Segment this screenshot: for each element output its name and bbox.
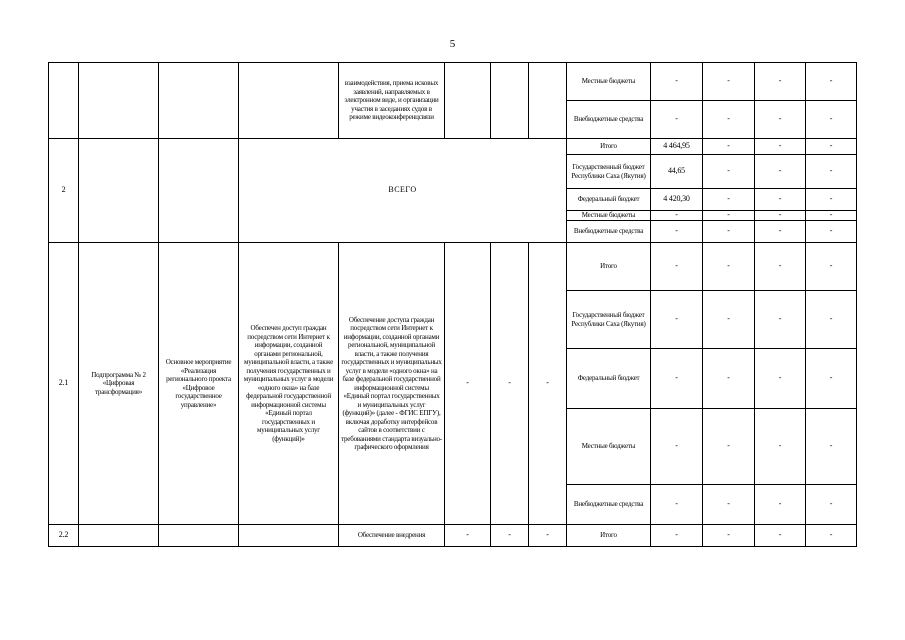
value-cell: - bbox=[806, 139, 857, 155]
source-label: Государственный бюджет Республики Саха (Якутия) bbox=[567, 291, 651, 349]
value-cell: 4 420,30 bbox=[651, 189, 703, 211]
source-label: Местные бюджеты bbox=[567, 211, 651, 221]
value-cell: - bbox=[651, 101, 703, 139]
source-label: Внебюджетные средства bbox=[567, 101, 651, 139]
table-row bbox=[49, 525, 857, 547]
value-cell: - bbox=[806, 221, 857, 243]
value-cell: - bbox=[806, 485, 857, 525]
value-cell: - bbox=[806, 349, 857, 409]
value-cell: - bbox=[806, 243, 857, 291]
value-cell: - bbox=[651, 63, 703, 101]
value-cell: - bbox=[806, 189, 857, 211]
value-cell: - bbox=[651, 409, 703, 485]
value-cell: - bbox=[806, 63, 857, 101]
value-cell: - bbox=[491, 525, 529, 547]
value-cell: - bbox=[445, 243, 491, 525]
source-label: Итого bbox=[567, 525, 651, 547]
value-cell: - bbox=[755, 485, 806, 525]
value-cell: - bbox=[806, 409, 857, 485]
value-cell: - bbox=[806, 155, 857, 189]
value-cell: - bbox=[755, 155, 806, 189]
value-cell: - bbox=[651, 349, 703, 409]
table-row bbox=[49, 139, 857, 155]
value-cell: - bbox=[651, 291, 703, 349]
value-cell: - bbox=[806, 211, 857, 221]
value-cell: - bbox=[703, 139, 755, 155]
value-cell: - bbox=[755, 101, 806, 139]
value-cell: - bbox=[806, 291, 857, 349]
value-cell: - bbox=[651, 243, 703, 291]
source-label: Государственный бюджет Республики Саха (Якутия) bbox=[567, 155, 651, 189]
source-label: Внебюджетные средства bbox=[567, 221, 651, 243]
value-cell: - bbox=[529, 525, 567, 547]
value-cell: - bbox=[651, 485, 703, 525]
value-cell: - bbox=[491, 243, 529, 525]
row-number: 2 bbox=[49, 139, 79, 243]
value-cell: - bbox=[703, 63, 755, 101]
value-cell: - bbox=[806, 525, 857, 547]
value-cell: - bbox=[755, 243, 806, 291]
value-cell: - bbox=[703, 211, 755, 221]
value-cell: - bbox=[703, 189, 755, 211]
event-cell: Обеспечение доступа граждан посредством сети Интернет к информации, созданной органами региональной, муниципальной власти, а также получения государственных и муниципальных услуг в модели «одного окна» на базе федеральной государственной информационной системы «Единый портал государственных и муниципальных услуг (функций)» (далее - ФГИС ЕПГУ), включая доработку интерфейсов сайтов в соответствии с требованиями стандарта визуально-графического оформления bbox=[339, 243, 445, 525]
value-cell: - bbox=[755, 221, 806, 243]
value-cell: - bbox=[755, 211, 806, 221]
source-label: Внебюджетные средства bbox=[567, 485, 651, 525]
value-cell: - bbox=[755, 139, 806, 155]
value-cell: - bbox=[755, 189, 806, 211]
value-cell: - bbox=[703, 291, 755, 349]
value-cell: - bbox=[755, 291, 806, 349]
value-cell: - bbox=[703, 155, 755, 189]
value-cell: - bbox=[755, 349, 806, 409]
row-number: 2.1 bbox=[49, 243, 79, 525]
value-cell: 4 464,95 bbox=[651, 139, 703, 155]
event-cell: Обеспечение внедрения bbox=[339, 525, 445, 547]
value-cell: - bbox=[703, 485, 755, 525]
page-number: 5 bbox=[449, 38, 456, 50]
source-label: Федеральный бюджет bbox=[567, 349, 651, 409]
row-number: 2.2 bbox=[49, 525, 79, 547]
source-label: Местные бюджеты bbox=[567, 409, 651, 485]
value-cell: - bbox=[703, 349, 755, 409]
value-cell: - bbox=[651, 221, 703, 243]
table-row bbox=[49, 243, 857, 291]
value-cell: - bbox=[755, 63, 806, 101]
value-cell: - bbox=[703, 243, 755, 291]
source-label: Местные бюджеты bbox=[567, 63, 651, 101]
source-label: Итого bbox=[567, 243, 651, 291]
total-label: ВСЕГО bbox=[239, 139, 567, 243]
source-label: Итого bbox=[567, 139, 651, 155]
value-cell: - bbox=[703, 525, 755, 547]
result-cell: Обеспечен доступ граждан посредством сети Интернет к информации, созданной органами региональной, муниципальной власти, а также получения государственных и муниципальных услуг в модели «одного окна» на базе федеральной государственной информационной системы «Единый портал государственных и муниципальных услуг (функций)» bbox=[239, 243, 339, 525]
source-label: Федеральный бюджет bbox=[567, 189, 651, 211]
budget-table bbox=[48, 62, 857, 547]
value-cell: 44,65 bbox=[651, 155, 703, 189]
event-text-cell: взаимодействия, приема исковых заявлений, направляемых в электронном виде, и организации участия в заседаниях судов в режиме видеоконференцсвязи bbox=[339, 63, 445, 139]
table-row bbox=[49, 63, 857, 101]
value-cell: - bbox=[651, 211, 703, 221]
value-cell: - bbox=[806, 101, 857, 139]
value-cell: - bbox=[651, 525, 703, 547]
main-event-cell: Основное мероприятие «Реализация регионального проекта «Цифровое государственное управление» bbox=[159, 243, 239, 525]
value-cell: - bbox=[445, 525, 491, 547]
value-cell: - bbox=[755, 409, 806, 485]
value-cell: - bbox=[529, 243, 567, 525]
program-cell: Подпрограмма № 2 «Цифровая трансформация» bbox=[79, 243, 159, 525]
value-cell: - bbox=[755, 525, 806, 547]
value-cell: - bbox=[703, 409, 755, 485]
value-cell: - bbox=[703, 221, 755, 243]
value-cell: - bbox=[703, 101, 755, 139]
